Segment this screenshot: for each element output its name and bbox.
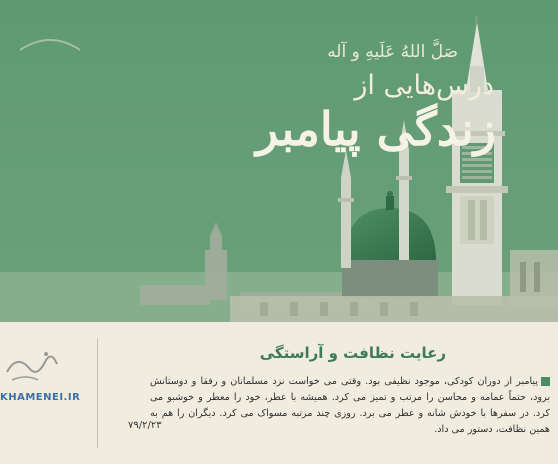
- site-logo-text: KHAMENEI.IR: [0, 392, 81, 403]
- article-heading: رعایت نظافت و آراستگی: [259, 344, 446, 362]
- bullet-square-icon: [541, 377, 550, 386]
- salawat-calligraphy: صَلَّ اللهُ عَلَيهِ و آله: [327, 42, 458, 62]
- panel-divider: [97, 338, 98, 448]
- article-body: [150, 374, 550, 438]
- article-date: ۷۹/۲/۲۳: [128, 420, 162, 431]
- hero-title: زندگی پیامبر: [255, 102, 496, 156]
- article-body-text: پیامبر از دوران کودکی، موجود نظیفی بود. وقتی می خواست نزد مسلمانان و رفقا و دوستانش برود، حتماً عمامه و محاسن را مرتب و تمیز می کرد. همیشه با عطر، خود را معطر و خوشبو می کرد. در سفرها با خودش شانه و عطر می برد. روزی چند مرتبه مسواک می کرد. دیگران را هم به همین نظافت، دستور می داد.: [150, 376, 550, 435]
- signature-logo-icon: [2, 340, 62, 390]
- hero-subtitle: درس‌هایی از: [354, 70, 494, 101]
